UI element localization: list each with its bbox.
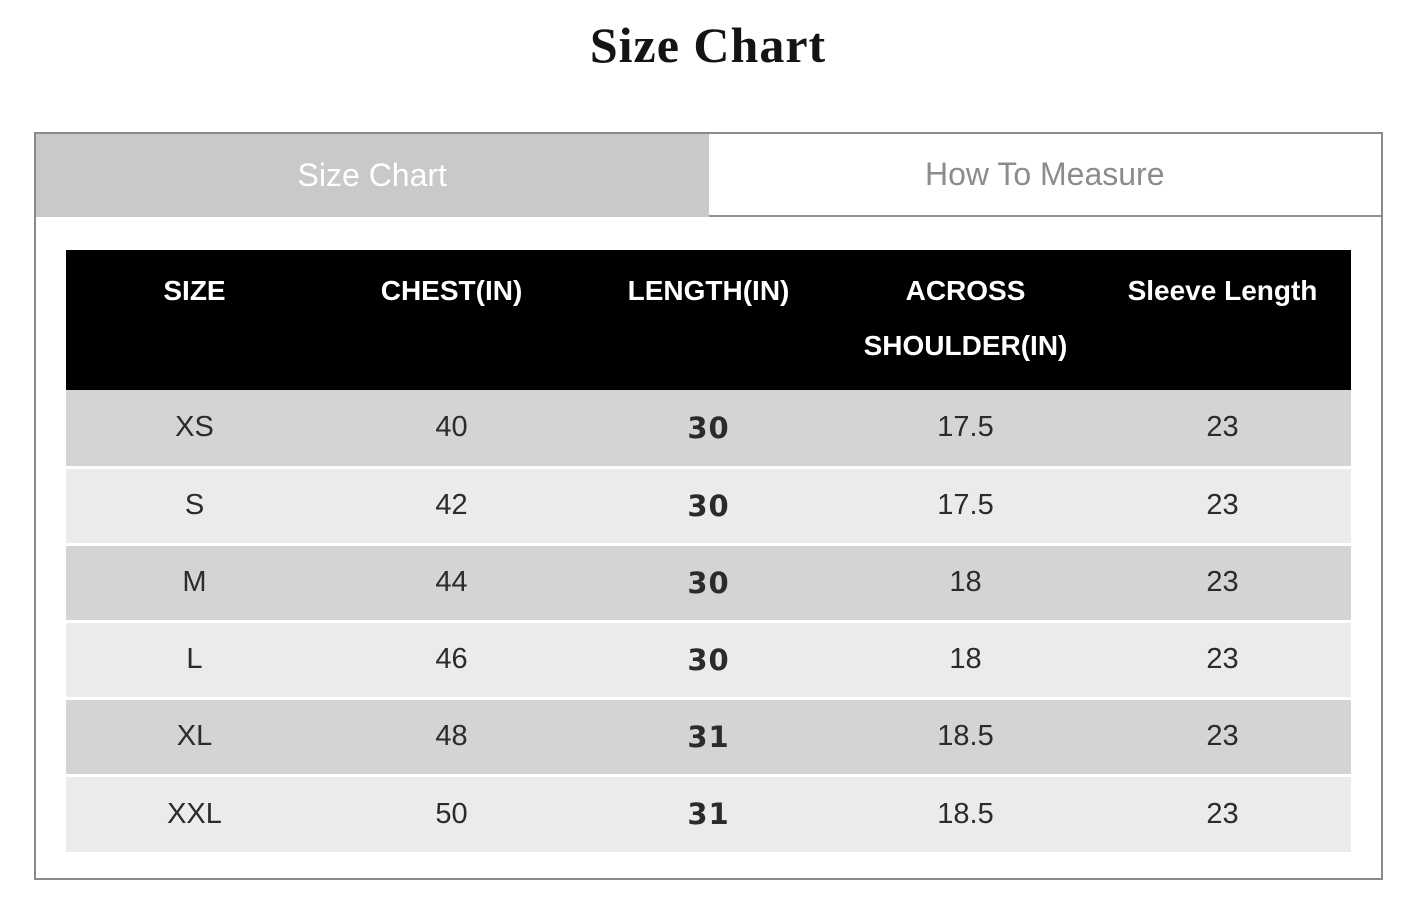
table-row xyxy=(66,698,1351,775)
cell-chest: 40 xyxy=(323,390,580,467)
table-row xyxy=(66,467,1351,544)
cell-length: 30 xyxy=(580,467,837,544)
header-across-shoulder: ACROSS SHOULDER(IN) xyxy=(837,250,1094,390)
cell-chest: 48 xyxy=(323,698,580,775)
cell-chest: 44 xyxy=(323,544,580,621)
cell-across-shoulder: 17.5 xyxy=(837,390,1094,467)
cell-sleeve-length: 23 xyxy=(1094,390,1351,467)
tab-how-to-measure[interactable] xyxy=(709,134,1382,217)
cell-length: 30 xyxy=(580,544,837,621)
header-chest: CHEST(IN) xyxy=(323,250,580,390)
header-length: LENGTH(IN) xyxy=(580,250,837,390)
cell-length: 30 xyxy=(580,621,837,698)
cell-across-shoulder: 18 xyxy=(837,544,1094,621)
page-title: Size Chart xyxy=(589,17,827,73)
cell-size: S xyxy=(66,467,323,544)
header-size: SIZE xyxy=(66,250,323,390)
cell-length: 31 xyxy=(580,775,837,852)
size-chart-widget xyxy=(34,132,1383,880)
cell-across-shoulder: 17.5 xyxy=(837,467,1094,544)
cell-size: L xyxy=(66,621,323,698)
tab-size-chart[interactable] xyxy=(36,134,709,217)
table-row xyxy=(66,621,1351,698)
cell-length: 30 xyxy=(580,390,837,467)
cell-across-shoulder: 18 xyxy=(837,621,1094,698)
cell-size: M xyxy=(66,544,323,621)
cell-sleeve-length: 23 xyxy=(1094,775,1351,852)
size-table-container xyxy=(66,250,1351,852)
tab-bar xyxy=(36,134,1381,217)
tab-size-chart-label: Size Chart xyxy=(297,157,447,193)
table-row xyxy=(66,390,1351,467)
cell-sleeve-length: 23 xyxy=(1094,467,1351,544)
table-header-row xyxy=(66,250,1351,390)
table-row xyxy=(66,544,1351,621)
cell-chest: 50 xyxy=(323,775,580,852)
cell-length: 31 xyxy=(580,698,837,775)
cell-across-shoulder: 18.5 xyxy=(837,775,1094,852)
cell-size: XS xyxy=(66,390,323,467)
cell-size: XXL xyxy=(66,775,323,852)
size-table xyxy=(66,250,1351,852)
cell-sleeve-length: 23 xyxy=(1094,544,1351,621)
cell-sleeve-length: 23 xyxy=(1094,621,1351,698)
table-row xyxy=(66,775,1351,852)
cell-sleeve-length: 23 xyxy=(1094,698,1351,775)
cell-size: XL xyxy=(66,698,323,775)
cell-across-shoulder: 18.5 xyxy=(837,698,1094,775)
header-sleeve-length: Sleeve Length xyxy=(1094,250,1351,390)
cell-chest: 42 xyxy=(323,467,580,544)
cell-chest: 46 xyxy=(323,621,580,698)
tab-how-to-measure-label: How To Measure xyxy=(924,156,1165,192)
